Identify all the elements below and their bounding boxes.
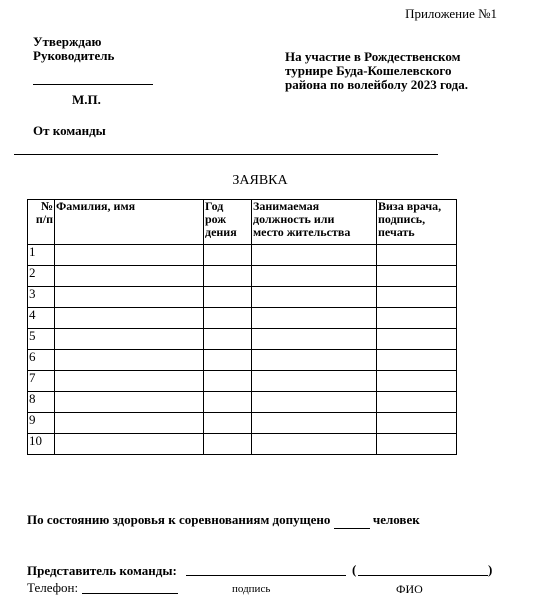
table-row [28,329,457,350]
cell-birth-year[interactable] [204,392,252,413]
cell-doctor-visa[interactable] [377,371,457,392]
cell-name[interactable] [55,371,204,392]
header-position: Занимаемая должность или место жительства [252,200,377,245]
header-doctor-visa: Виза врача, подпись, печать [377,200,457,245]
row-number: 9 [28,413,55,434]
cell-birth-year[interactable] [204,371,252,392]
cell-position[interactable] [252,245,377,266]
cell-doctor-visa[interactable] [377,350,457,371]
name-caption: ФИО [396,582,423,596]
cell-position[interactable] [252,308,377,329]
paren-open: ( [352,562,357,577]
cell-name[interactable] [55,308,204,329]
cell-birth-year[interactable] [204,329,252,350]
header-birth-year: Год рож дения [204,200,252,245]
table-row [28,434,457,455]
cell-name[interactable] [55,350,204,371]
table-row [28,413,457,434]
cell-doctor-visa[interactable] [377,434,457,455]
cell-birth-year[interactable] [204,350,252,371]
form-title: ЗАЯВКА [232,173,288,188]
cell-name[interactable] [55,434,204,455]
phone-line[interactable] [82,593,178,594]
cell-position[interactable] [252,392,377,413]
appendix-label: Приложение №1 [405,6,497,21]
participation-line-2: турнире Буда-Кошелевского [285,63,452,78]
roster-table [27,199,457,455]
admitted-count-blank[interactable] [334,512,370,529]
cell-birth-year[interactable] [204,413,252,434]
approval-block [33,35,114,63]
phone-label: Телефон: [27,580,79,595]
row-number: 6 [28,350,55,371]
table-row [28,392,457,413]
director-signature-line[interactable] [33,84,153,85]
representative-name-line[interactable] [358,575,488,576]
cell-birth-year[interactable] [204,266,252,287]
team-name-line[interactable] [14,154,438,155]
table-row [28,371,457,392]
cell-birth-year[interactable] [204,287,252,308]
cell-birth-year[interactable] [204,245,252,266]
participation-heading [285,50,468,92]
cell-name[interactable] [55,413,204,434]
table-row [28,287,457,308]
cell-name[interactable] [55,329,204,350]
paren-close: ) [488,562,493,577]
participation-line-1: На участие в Рождественском [285,49,461,64]
participation-line-3: района по волейболу 2023 года. [285,77,468,92]
cell-position[interactable] [252,329,377,350]
cell-doctor-visa[interactable] [377,413,457,434]
cell-doctor-visa[interactable] [377,287,457,308]
cell-position[interactable] [252,434,377,455]
cell-doctor-visa[interactable] [377,266,457,287]
representative-signature-line[interactable] [186,575,346,576]
row-number: 3 [28,287,55,308]
cell-birth-year[interactable] [204,434,252,455]
row-number: 1 [28,245,55,266]
row-number: 7 [28,371,55,392]
cell-birth-year[interactable] [204,308,252,329]
cell-name[interactable] [55,266,204,287]
cell-name[interactable] [55,287,204,308]
health-admission-line [27,512,420,529]
row-number: 5 [28,329,55,350]
cell-doctor-visa[interactable] [377,245,457,266]
cell-position[interactable] [252,287,377,308]
row-number: 4 [28,308,55,329]
approve-line-2: Руководитель [33,48,115,63]
cell-position[interactable] [252,371,377,392]
row-number: 2 [28,266,55,287]
cell-position[interactable] [252,350,377,371]
cell-doctor-visa[interactable] [377,329,457,350]
cell-position[interactable] [252,266,377,287]
signature-caption: подпись [232,583,271,595]
header-name: Фамилия, имя [55,200,204,245]
row-number: 10 [28,434,55,455]
cell-doctor-visa[interactable] [377,392,457,413]
table-row [28,245,457,266]
row-number: 8 [28,392,55,413]
health-text-after: человек [372,512,420,527]
cell-name[interactable] [55,392,204,413]
approve-line-1: Утверждаю [33,34,102,49]
table-row [28,266,457,287]
health-text-before: По состоянию здоровья к соревнованиям допущено [27,512,331,527]
seal-label: М.П. [72,92,101,107]
header-number: № п/п [28,200,55,245]
table-header-row [28,200,457,245]
table-row [28,350,457,371]
representative-label: Представитель команды: [27,563,177,578]
cell-name[interactable] [55,245,204,266]
cell-position[interactable] [252,413,377,434]
from-team-label: От команды [33,123,106,138]
cell-doctor-visa[interactable] [377,308,457,329]
table-row [28,308,457,329]
